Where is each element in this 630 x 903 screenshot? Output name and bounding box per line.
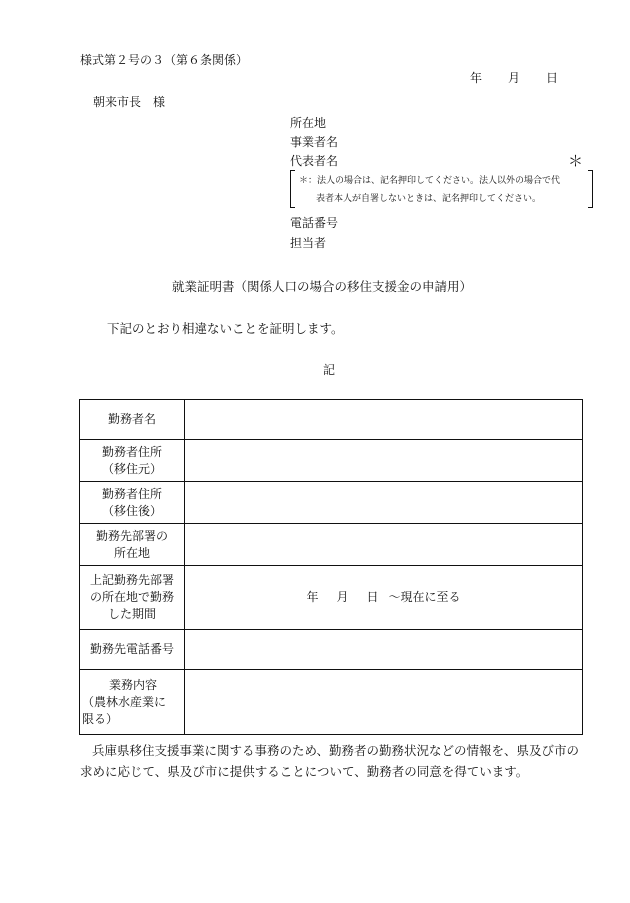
document-title: 就業証明書（関係人口の場合の移住支援金の申請用）	[172, 279, 473, 294]
work-phone-label: 勤務先電話番号	[80, 630, 185, 670]
dept-location-label-line2: 所在地	[113, 545, 150, 560]
phone-label: 電話番号	[290, 216, 339, 230]
intro-text: 下記のとおり相違ないことを証明します。	[107, 321, 344, 336]
address-before-label	[80, 440, 185, 482]
addressee: 朝来市長 様	[93, 95, 166, 109]
contact-label: 担当者	[290, 236, 327, 250]
period-day: 日	[366, 590, 379, 604]
work-period-field[interactable]	[185, 566, 583, 630]
seal-note-bracket	[290, 170, 593, 208]
duties-field[interactable]	[185, 670, 583, 735]
address-after-label-line2: （移住後）	[101, 503, 162, 518]
period-year: 年	[306, 590, 319, 604]
date-line	[470, 69, 558, 86]
table-row	[80, 524, 583, 566]
address-after-field[interactable]	[185, 482, 583, 524]
date-month: 月	[508, 71, 521, 85]
work-period-label	[80, 566, 185, 630]
worker-name-field[interactable]	[185, 400, 583, 440]
address-before-field[interactable]	[185, 440, 583, 482]
date-day: 日	[546, 71, 559, 85]
duties-label-line1: 業務内容	[108, 677, 157, 692]
address-before-label-line1: 勤務者住所	[101, 444, 162, 459]
consent-text	[80, 740, 585, 782]
table-row	[80, 400, 583, 440]
consent-text-body: 兵庫県移住支援事業に関する事務のため、勤務者の勤務状況などの情報を、県及び市の求めに応じて、県及び市に提供することについて、勤務者の同意を得ています。	[80, 743, 580, 779]
period-suffix: ～現在に至る	[388, 590, 461, 604]
form-number: 様式第２号の３（第６条関係）	[80, 53, 249, 67]
seal-note-line2: 表者本人が自署しないときは、記名押印してください。	[316, 194, 542, 204]
ki-heading: 記	[323, 363, 336, 377]
seal-asterisk: ＊	[568, 152, 584, 170]
address-after-label-line1: 勤務者住所	[101, 486, 162, 501]
duties-label	[80, 670, 185, 735]
table-row	[80, 566, 583, 630]
representative-label: 代表者名	[290, 154, 339, 168]
dept-location-label	[80, 524, 185, 566]
table-row	[80, 670, 583, 735]
address-label: 所在地	[290, 116, 327, 130]
dept-location-label-line1: 勤務先部署の	[95, 528, 168, 543]
work-period-label-line1: 上記勤務先部署	[89, 573, 174, 587]
table-row	[80, 440, 583, 482]
address-after-label	[80, 482, 185, 524]
employment-table	[79, 399, 583, 735]
worker-name-label: 勤務者名	[80, 400, 185, 440]
work-phone-field[interactable]	[185, 630, 583, 670]
work-period-label-line3: した期間	[107, 607, 156, 621]
seal-note-line1: ＊：法人の場合は、記名押印してください。法人以外の場合で代	[299, 176, 561, 186]
table-row	[80, 482, 583, 524]
duties-label-line2: （農林水産業に	[82, 694, 167, 709]
dept-location-field[interactable]	[185, 524, 583, 566]
work-period-label-line2: の所在地で勤務	[89, 590, 174, 604]
business-name-label: 事業者名	[290, 135, 339, 149]
table-row	[80, 630, 583, 670]
date-year: 年	[470, 71, 483, 85]
duties-label-line3: 限る）	[82, 711, 119, 726]
address-before-label-line2: （移住元）	[101, 461, 162, 476]
period-month: 月	[336, 590, 349, 604]
